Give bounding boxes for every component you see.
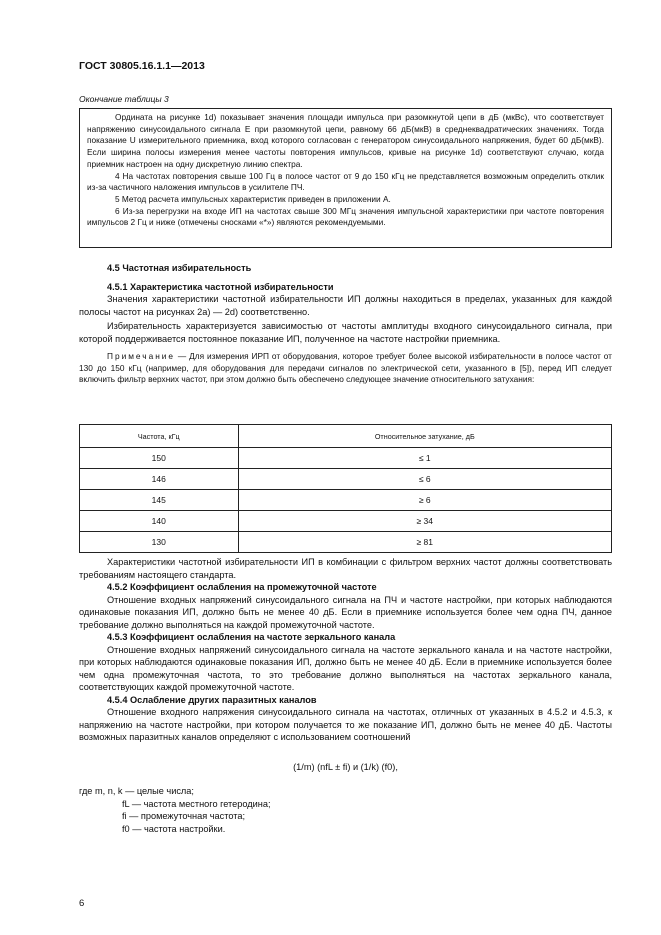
table-cell: 146 — [80, 469, 239, 490]
note-paragraph: Ордината на рисунке 1d) показывает значения площади импульса при разомкнутой цепи в дБ (мкВс), что соответствует напряжению синусоидального сигнала Е при разомкнутой цепи, равному 66 дБ(мкВ) в среднеквадратических значениях. Тогда показание U измерительного приемника, вход которого согласован с генератором синусоидального напряжения, будет 60 дБ(мкВ). Если ширина полосы измерения менее частоты повторения импульсов, кривые на рисунке 1d) соответствуют случаю, когда приемник настроен на одну дискретную линию спектра. — [87, 112, 604, 169]
table-continuation-label: Окончание таблицы 3 — [79, 94, 169, 104]
note-paragraph: 5 Метод расчета импульсных характеристик приведен в приложении А. — [115, 193, 391, 204]
body-paragraph: Избирательность характеризуется зависимостью от частоты амплитуды входного синусоидального сигнала, при которой поддерживается постоянное показание ИП, полученное на частоте настройки приемника. — [79, 321, 612, 344]
definition-item: fL — частота местного гетеродина; — [122, 798, 271, 809]
formula: (1/m) (nfL ± fi) и (1/k) (f0), — [293, 762, 398, 772]
table-cell: ≤ 1 — [238, 448, 611, 469]
subsection-title: 4.5.4 Ослабление других паразитных каналов — [107, 694, 317, 705]
definition-item: где m, n, k — целые числа; — [79, 786, 194, 796]
note-paragraph: 6 Из-за перегрузки на входе ИП на частотах свыше 300 МГц значения импульсной характеристики при частоте повторения импульсов 2 Гц и ниже (отмечены сносками «*») являются рекомендуемыми. — [87, 205, 604, 228]
table-row — [80, 469, 612, 490]
table-cell: ≤ 6 — [238, 469, 611, 490]
body-paragraph: Отношение входных напряжений синусоидального сигнала на частоте зеркального канала и на частоте настройки, при которых наблюдаются одинаковые показания ИП, должно быть не менее 40 дБ. Если в приемнике используется более чем одна промежуточная частота, то это требование должно выполняться на частотах зеркального канала, соответствующих каждой промежуточной частоте. — [79, 644, 612, 692]
body-paragraph: Отношение входных напряжений синусоидального сигнала на ПЧ и частоте настройки, при которых наблюдаются одинаковые показания ИП, должно быть не менее 40 дБ. Если в приемнике используется более чем одна ПЧ, данное требование должно выполняться на каждой промежуточной частоте. — [79, 594, 612, 630]
table-cell: 145 — [80, 490, 239, 511]
column-header: Частота, кГц — [80, 425, 239, 448]
table-cell: 130 — [80, 532, 239, 553]
subsection-title: 4.5.3 Коэффициент ослабления на частоте зеркального канала — [107, 632, 396, 642]
table-row — [80, 490, 612, 511]
standard-header: ГОСТ 30805.16.1.1—2013 — [79, 60, 205, 72]
table-row — [80, 511, 612, 532]
page-number: 6 — [79, 898, 85, 909]
table-cell: ≥ 81 — [238, 532, 611, 553]
section-title: 4.5 Частотная избирательность — [107, 263, 252, 273]
note-block — [79, 351, 612, 386]
table-notes-box — [79, 108, 612, 248]
table-cell: ≥ 6 — [238, 490, 611, 511]
table-row — [80, 448, 612, 469]
body-paragraph: Характеристики частотной избирательности ИП в комбинации с фильтром верхних частот должны соответствовать требованиям настоящего стандарта. — [79, 557, 612, 580]
table-header-row — [80, 425, 612, 448]
table-cell: ≥ 34 — [238, 511, 611, 532]
definition-item: fi — промежуточная частота; — [122, 811, 246, 821]
note-text: — Для измерения ИРП от оборудования, которое требует более высокой избирательности в полосе частот от 130 до 150 кГц (например, для оборудования для передачи сигналов по электрической сети, указанного в [5]), перед ИП следует включить фильтр верхних частот, при этом должно быть обеспечено следующее значение относительного затухания: — [79, 351, 612, 385]
subsection-title: 4.5.2 Коэффициент ослабления на промежуточной частоте — [107, 582, 377, 592]
definitions-list — [79, 785, 271, 835]
definition-item: f0 — частота настройки. — [122, 823, 226, 834]
note-paragraph: 4 На частотах повторения свыше 100 Гц в полосе частот от 9 до 150 кГц не представляется возможным определить отклик из-за частичного наложения импульсов в усилителе ПЧ. — [87, 170, 604, 193]
table-cell: 150 — [80, 448, 239, 469]
note-label: Примечание — [107, 351, 176, 361]
section-4-5 — [79, 262, 612, 386]
subsection-title: 4.5.1 Характеристика частотной избирательности — [107, 281, 334, 292]
body-paragraph: Отношение входного напряжения синусоидального сигнала на частотах, отличных от указанных в 4.5.2 и 4.5.3, к напряжению на частоте настройки, при котором получается то же показание ИП, должно быть не менее 40 дБ. Частоты возможных паразитных каналов определяют с использованием соотношений — [79, 707, 612, 742]
attenuation-table — [79, 424, 612, 553]
table-cell: 140 — [80, 511, 239, 532]
body-paragraph: Значения характеристики частотной избирательности ИП должны находиться в пределах, указанных для каждой полосы частот на рисунках 2а) — 2d) соответственно. — [79, 294, 612, 317]
sections-4-5-2-to-4 — [79, 556, 612, 744]
column-header: Относительное затухание, дБ — [238, 425, 611, 448]
table-row — [80, 532, 612, 553]
